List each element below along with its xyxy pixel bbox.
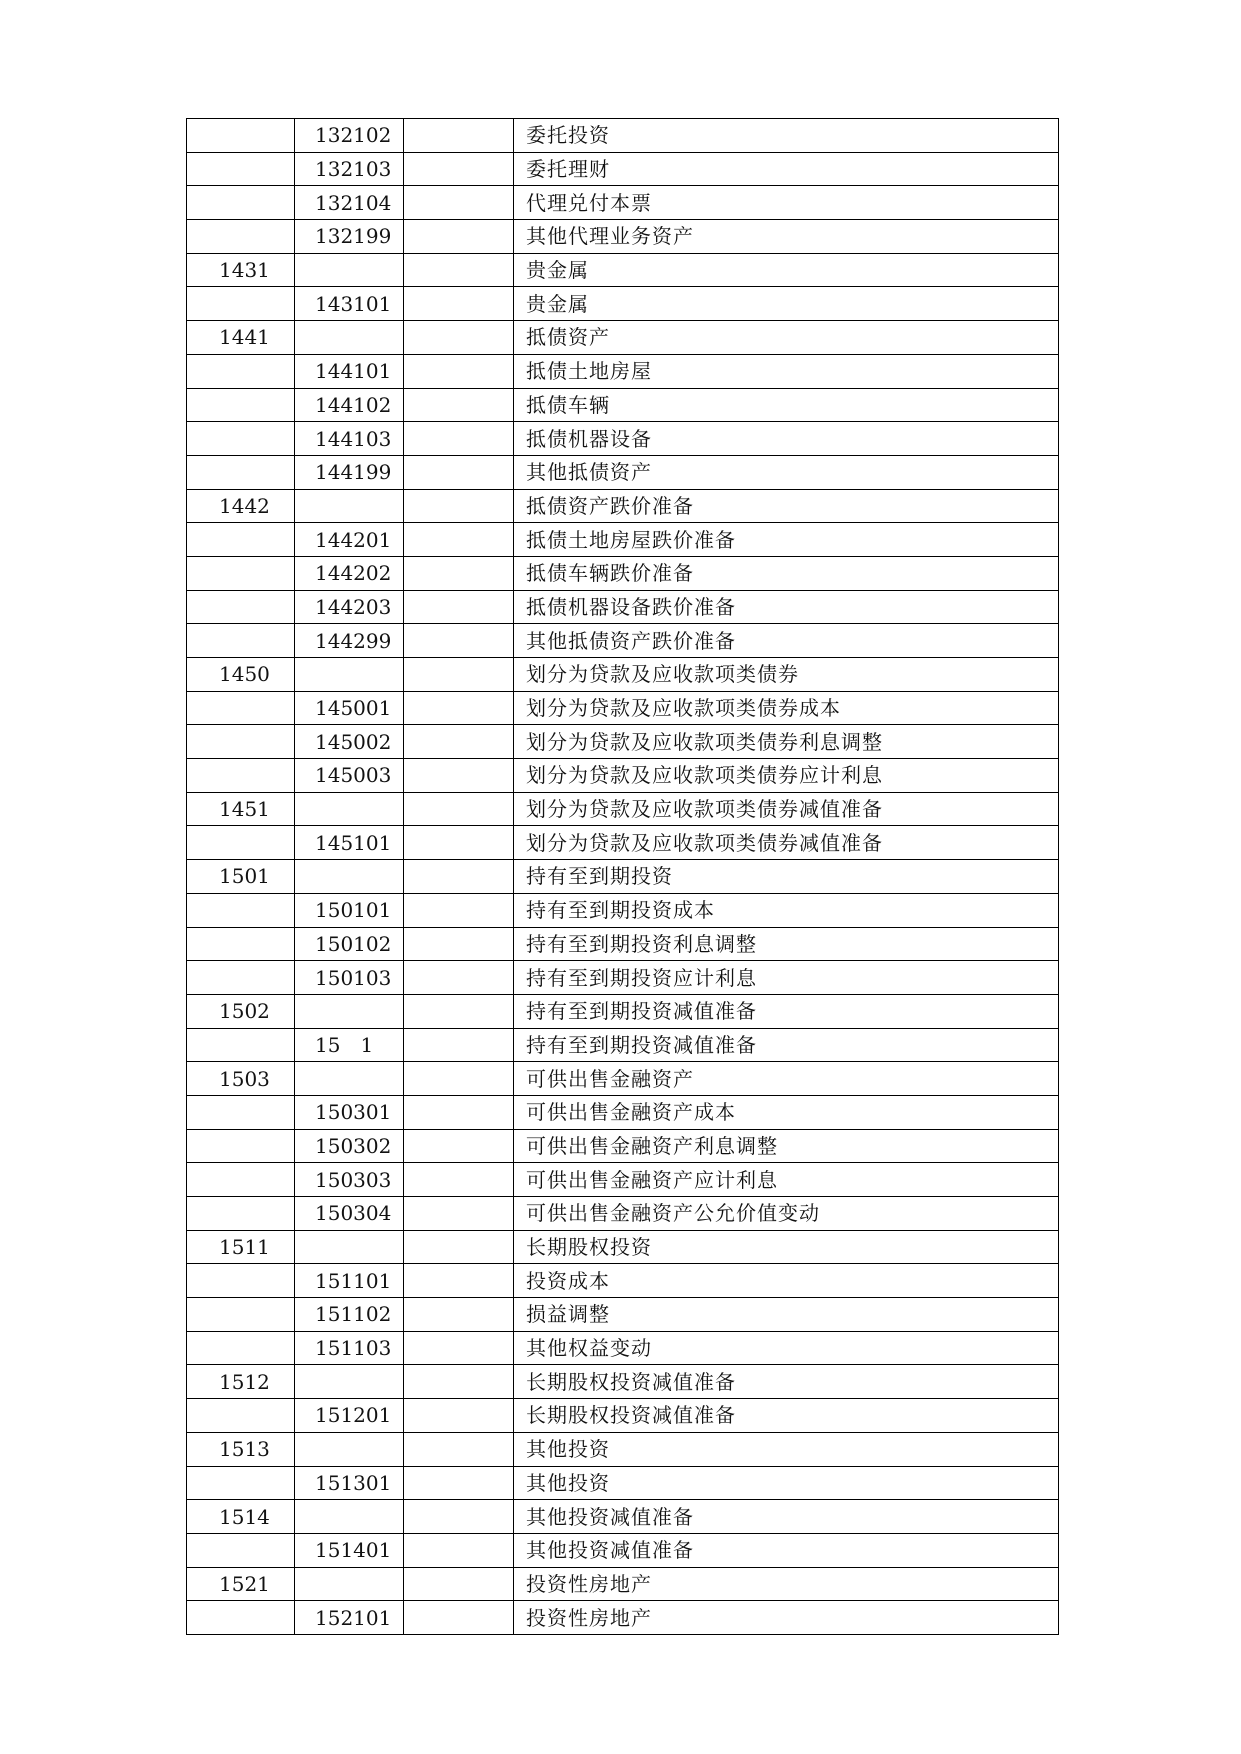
level1-code-cell	[187, 759, 295, 793]
level2-code-cell: 145101	[295, 826, 404, 860]
table-row	[187, 523, 1059, 557]
level1-code-cell: 1514	[187, 1500, 295, 1534]
account-name-cell: 抵债机器设备跌价准备	[514, 590, 1059, 624]
level1-code-cell	[187, 1095, 295, 1129]
blank-cell	[404, 1163, 514, 1197]
blank-cell	[404, 1129, 514, 1163]
account-name-cell: 损益调整	[514, 1298, 1059, 1332]
table-row	[187, 152, 1059, 186]
table-row	[187, 388, 1059, 422]
level1-code-cell	[187, 523, 295, 557]
blank-cell	[404, 186, 514, 220]
level2-code-cell: 150103	[295, 961, 404, 995]
level1-code-cell: 1450	[187, 658, 295, 692]
table-row	[187, 422, 1059, 456]
blank-cell	[404, 1432, 514, 1466]
table-row	[187, 961, 1059, 995]
table-row	[187, 1197, 1059, 1231]
blank-cell	[404, 927, 514, 961]
account-name-cell: 抵债车辆	[514, 388, 1059, 422]
account-name-cell: 其他投资	[514, 1466, 1059, 1500]
table-row	[187, 1432, 1059, 1466]
account-name-cell: 可供出售金融资产公允价值变动	[514, 1197, 1059, 1231]
blank-cell	[404, 792, 514, 826]
blank-cell	[404, 422, 514, 456]
table-row	[187, 725, 1059, 759]
table-row	[187, 455, 1059, 489]
level2-code-cell	[295, 860, 404, 894]
blank-cell	[404, 624, 514, 658]
level2-code-cell: 150303	[295, 1163, 404, 1197]
account-name-cell: 抵债资产	[514, 321, 1059, 355]
level2-code-cell	[295, 253, 404, 287]
table-row	[187, 1601, 1059, 1635]
level2-code-cell: 150304	[295, 1197, 404, 1231]
account-name-cell: 持有至到期投资应计利息	[514, 961, 1059, 995]
blank-cell	[404, 321, 514, 355]
blank-cell	[404, 388, 514, 422]
table-row	[187, 691, 1059, 725]
table-row	[187, 1466, 1059, 1500]
account-name-cell: 持有至到期投资减值准备	[514, 994, 1059, 1028]
blank-cell	[404, 556, 514, 590]
level1-code-cell	[187, 691, 295, 725]
table-row	[187, 556, 1059, 590]
account-name-cell: 可供出售金融资产成本	[514, 1095, 1059, 1129]
level1-code-cell	[187, 556, 295, 590]
level1-code-cell: 1451	[187, 792, 295, 826]
blank-cell	[404, 455, 514, 489]
level2-code-cell	[295, 1567, 404, 1601]
blank-cell	[404, 1264, 514, 1298]
account-name-cell: 其他权益变动	[514, 1331, 1059, 1365]
level2-code-cell: 132102	[295, 119, 404, 153]
account-name-cell: 持有至到期投资成本	[514, 893, 1059, 927]
level2-code-cell	[295, 321, 404, 355]
level2-code-cell: 15 1	[295, 1028, 404, 1062]
level1-code-cell	[187, 287, 295, 321]
table-row	[187, 354, 1059, 388]
level2-code-cell: 151102	[295, 1298, 404, 1332]
account-name-cell: 委托理财	[514, 152, 1059, 186]
account-name-cell: 划分为贷款及应收款项类债券成本	[514, 691, 1059, 725]
level1-code-cell: 1442	[187, 489, 295, 523]
blank-cell	[404, 1500, 514, 1534]
blank-cell	[404, 590, 514, 624]
level2-code-cell: 144201	[295, 523, 404, 557]
table-row	[187, 1399, 1059, 1433]
account-code-table	[186, 118, 1059, 1635]
account-name-cell: 投资性房地产	[514, 1567, 1059, 1601]
blank-cell	[404, 287, 514, 321]
level2-code-cell: 144202	[295, 556, 404, 590]
account-name-cell: 贵金属	[514, 287, 1059, 321]
table-row	[187, 321, 1059, 355]
account-name-cell: 委托投资	[514, 119, 1059, 153]
table-row	[187, 1028, 1059, 1062]
table-row	[187, 1331, 1059, 1365]
table-row	[187, 186, 1059, 220]
level2-code-cell	[295, 994, 404, 1028]
level2-code-cell: 151101	[295, 1264, 404, 1298]
table-row	[187, 489, 1059, 523]
blank-cell	[404, 961, 514, 995]
account-name-cell: 抵债土地房屋	[514, 354, 1059, 388]
level1-code-cell	[187, 1466, 295, 1500]
table-row	[187, 590, 1059, 624]
account-name-cell: 抵债机器设备	[514, 422, 1059, 456]
blank-cell	[404, 860, 514, 894]
account-name-cell: 长期股权投资减值准备	[514, 1399, 1059, 1433]
table-row	[187, 1062, 1059, 1096]
account-name-cell: 其他抵债资产	[514, 455, 1059, 489]
level1-code-cell	[187, 388, 295, 422]
account-name-cell: 其他投资减值准备	[514, 1500, 1059, 1534]
level1-code-cell	[187, 1264, 295, 1298]
blank-cell	[404, 826, 514, 860]
account-name-cell: 投资性房地产	[514, 1601, 1059, 1635]
table-row	[187, 826, 1059, 860]
blank-cell	[404, 119, 514, 153]
account-name-cell: 划分为贷款及应收款项类债券	[514, 658, 1059, 692]
level1-code-cell	[187, 422, 295, 456]
level2-code-cell: 143101	[295, 287, 404, 321]
blank-cell	[404, 1197, 514, 1231]
account-name-cell: 贵金属	[514, 253, 1059, 287]
level2-code-cell: 150301	[295, 1095, 404, 1129]
level2-code-cell: 144101	[295, 354, 404, 388]
level1-code-cell	[187, 1601, 295, 1635]
level1-code-cell: 1502	[187, 994, 295, 1028]
table-row	[187, 759, 1059, 793]
level1-code-cell	[187, 1331, 295, 1365]
blank-cell	[404, 1230, 514, 1264]
level1-code-cell	[187, 725, 295, 759]
account-name-cell: 其他代理业务资产	[514, 220, 1059, 254]
level1-code-cell: 1511	[187, 1230, 295, 1264]
blank-cell	[404, 253, 514, 287]
table-row	[187, 624, 1059, 658]
blank-cell	[404, 1298, 514, 1332]
level1-code-cell	[187, 826, 295, 860]
blank-cell	[404, 152, 514, 186]
blank-cell	[404, 759, 514, 793]
level2-code-cell	[295, 1500, 404, 1534]
account-name-cell: 代理兑付本票	[514, 186, 1059, 220]
blank-cell	[404, 1567, 514, 1601]
table-row	[187, 1365, 1059, 1399]
level2-code-cell	[295, 1432, 404, 1466]
account-name-cell: 可供出售金融资产应计利息	[514, 1163, 1059, 1197]
table-row	[187, 1095, 1059, 1129]
level2-code-cell: 144203	[295, 590, 404, 624]
level1-code-cell: 1431	[187, 253, 295, 287]
level2-code-cell: 151201	[295, 1399, 404, 1433]
table-row	[187, 119, 1059, 153]
level2-code-cell: 144103	[295, 422, 404, 456]
blank-cell	[404, 994, 514, 1028]
level1-code-cell: 1513	[187, 1432, 295, 1466]
table-row	[187, 287, 1059, 321]
table-row	[187, 994, 1059, 1028]
level1-code-cell: 1501	[187, 860, 295, 894]
level2-code-cell: 151401	[295, 1533, 404, 1567]
level1-code-cell	[187, 1298, 295, 1332]
level2-code-cell	[295, 1062, 404, 1096]
account-name-cell: 划分为贷款及应收款项类债券利息调整	[514, 725, 1059, 759]
level2-code-cell: 150101	[295, 893, 404, 927]
level2-code-cell	[295, 1365, 404, 1399]
level2-code-cell	[295, 489, 404, 523]
table-row	[187, 860, 1059, 894]
account-name-cell: 可供出售金融资产	[514, 1062, 1059, 1096]
blank-cell	[404, 1466, 514, 1500]
level2-code-cell: 132103	[295, 152, 404, 186]
table-row	[187, 1500, 1059, 1534]
table-row	[187, 1298, 1059, 1332]
account-name-cell: 长期股权投资	[514, 1230, 1059, 1264]
level1-code-cell	[187, 220, 295, 254]
table-row	[187, 253, 1059, 287]
account-name-cell: 划分为贷款及应收款项类债券减值准备	[514, 826, 1059, 860]
table-row	[187, 1533, 1059, 1567]
table-row	[187, 1264, 1059, 1298]
table-row	[187, 1230, 1059, 1264]
account-name-cell: 抵债土地房屋跌价准备	[514, 523, 1059, 557]
table-row	[187, 1129, 1059, 1163]
level2-code-cell	[295, 658, 404, 692]
blank-cell	[404, 523, 514, 557]
level1-code-cell	[187, 152, 295, 186]
blank-cell	[404, 1399, 514, 1433]
level1-code-cell	[187, 455, 295, 489]
level1-code-cell: 1503	[187, 1062, 295, 1096]
level2-code-cell	[295, 792, 404, 826]
level2-code-cell: 152101	[295, 1601, 404, 1635]
table-row	[187, 893, 1059, 927]
level1-code-cell	[187, 590, 295, 624]
level1-code-cell: 1441	[187, 321, 295, 355]
table-row	[187, 927, 1059, 961]
level1-code-cell	[187, 354, 295, 388]
table-row	[187, 1163, 1059, 1197]
blank-cell	[404, 354, 514, 388]
table-row	[187, 658, 1059, 692]
level1-code-cell	[187, 927, 295, 961]
level1-code-cell	[187, 1197, 295, 1231]
level1-code-cell	[187, 1028, 295, 1062]
level1-code-cell	[187, 1533, 295, 1567]
blank-cell	[404, 1028, 514, 1062]
account-name-cell: 其他投资减值准备	[514, 1533, 1059, 1567]
blank-cell	[404, 1331, 514, 1365]
account-name-cell: 其他抵债资产跌价准备	[514, 624, 1059, 658]
level1-code-cell	[187, 1129, 295, 1163]
level2-code-cell: 150102	[295, 927, 404, 961]
account-name-cell: 可供出售金融资产利息调整	[514, 1129, 1059, 1163]
level1-code-cell: 1512	[187, 1365, 295, 1399]
account-name-cell: 划分为贷款及应收款项类债券应计利息	[514, 759, 1059, 793]
blank-cell	[404, 691, 514, 725]
blank-cell	[404, 1095, 514, 1129]
level2-code-cell: 145002	[295, 725, 404, 759]
level1-code-cell: 1521	[187, 1567, 295, 1601]
table-row	[187, 1567, 1059, 1601]
table-row	[187, 220, 1059, 254]
level1-code-cell	[187, 1163, 295, 1197]
blank-cell	[404, 725, 514, 759]
table-row	[187, 792, 1059, 826]
account-name-cell: 划分为贷款及应收款项类债券减值准备	[514, 792, 1059, 826]
account-name-cell: 投资成本	[514, 1264, 1059, 1298]
level2-code-cell: 132199	[295, 220, 404, 254]
blank-cell	[404, 220, 514, 254]
account-name-cell: 抵债车辆跌价准备	[514, 556, 1059, 590]
account-name-cell: 其他投资	[514, 1432, 1059, 1466]
level2-code-cell	[295, 1230, 404, 1264]
level2-code-cell: 150302	[295, 1129, 404, 1163]
blank-cell	[404, 893, 514, 927]
blank-cell	[404, 489, 514, 523]
level1-code-cell	[187, 624, 295, 658]
blank-cell	[404, 1601, 514, 1635]
level2-code-cell: 151103	[295, 1331, 404, 1365]
level2-code-cell: 145003	[295, 759, 404, 793]
account-name-cell: 持有至到期投资	[514, 860, 1059, 894]
level2-code-cell: 144199	[295, 455, 404, 489]
blank-cell	[404, 1533, 514, 1567]
account-code-table-body	[187, 119, 1059, 1635]
blank-cell	[404, 658, 514, 692]
account-name-cell: 持有至到期投资利息调整	[514, 927, 1059, 961]
level2-code-cell: 151301	[295, 1466, 404, 1500]
level2-code-cell: 145001	[295, 691, 404, 725]
level1-code-cell	[187, 1399, 295, 1433]
level1-code-cell	[187, 119, 295, 153]
account-name-cell: 长期股权投资减值准备	[514, 1365, 1059, 1399]
blank-cell	[404, 1365, 514, 1399]
level2-code-cell: 132104	[295, 186, 404, 220]
level1-code-cell	[187, 961, 295, 995]
level2-code-cell: 144299	[295, 624, 404, 658]
account-name-cell: 抵债资产跌价准备	[514, 489, 1059, 523]
blank-cell	[404, 1062, 514, 1096]
level2-code-cell: 144102	[295, 388, 404, 422]
account-name-cell: 持有至到期投资减值准备	[514, 1028, 1059, 1062]
level1-code-cell	[187, 186, 295, 220]
level1-code-cell	[187, 893, 295, 927]
